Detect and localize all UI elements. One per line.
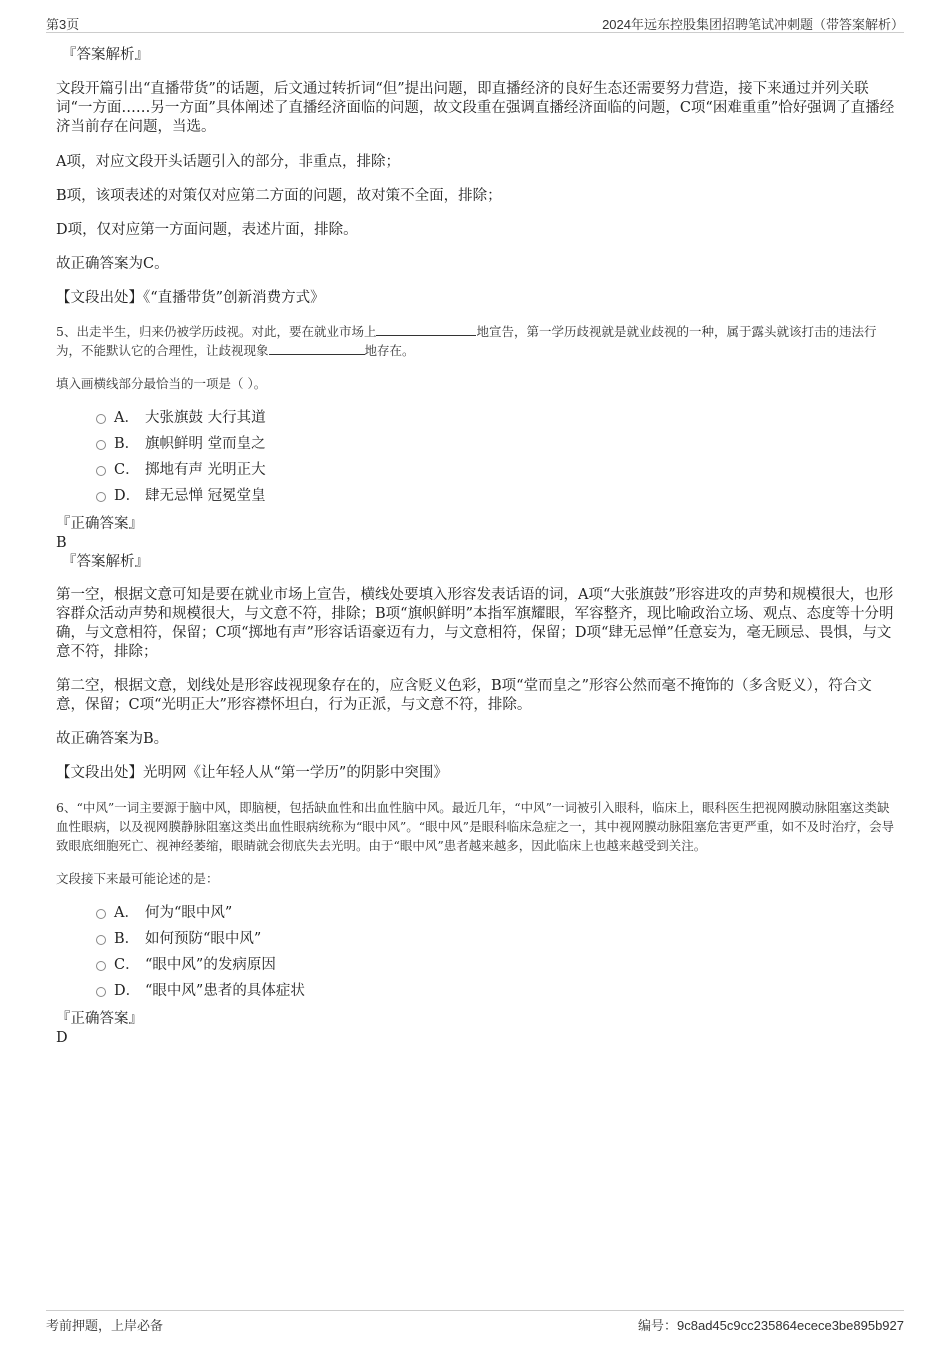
q5-option-a[interactable] — [56, 405, 896, 431]
option-key: C． — [114, 462, 140, 478]
q5-prompt: 填入画横线部分最恰当的一项是（ ）。 — [56, 376, 267, 391]
q5-source: 【文段出处】光明网《让年轻人从“第一学历”的阴影中突围》 — [56, 765, 448, 781]
q5-option-d[interactable] — [56, 483, 896, 509]
q5-stem — [56, 322, 896, 360]
q5-answer-title: 『正确答案』 — [56, 516, 143, 532]
q4-conclusion: 故正确答案为C。 — [56, 256, 169, 272]
q5-analysis-paragraph-1: 第一空，根据文意可知是要在就业市场上宣告，横线处要填入形容发表话语的词，A项“大张旗鼓”形容进攻的声势和规模很大，也形容群众活动声势和规模很大，与文意不符，排除；B项“旗帜鲜明”本指军旗耀眼，军容整齐，现比喻政治立场、观点、态度等十分明确，与文意相符，保留；C项“掷地有声”形容话语豪迈有力，与文意相符，保留；D项“肆无忌惮”任意妄为，毫无顾忌、畏惧，与文意不符，排除； — [56, 587, 894, 660]
option-text: 肆无忌惮 冠冕堂皇 — [145, 488, 266, 504]
q6-option-a[interactable] — [56, 900, 896, 926]
q5-stem-part2: 地宣告，第一学历歧视就是就业歧视的一种，属于露头就该打击的违法行为，不能默认它的合理性，让歧视现象 — [56, 324, 877, 358]
radio-icon[interactable] — [96, 961, 106, 971]
q6-stem: 6、“中风”一词主要源于脑中风，即脑梗，包括缺血性和出血性脑中风。最近几年，“中风”一词被引入眼科，临床上，眼科医生把视网膜动脉阻塞这类缺血性眼病，以及视网膜静脉阻塞这类出血性眼病统称为“眼中风”。“眼中风”是眼科临床急症之一，其中视网膜动脉阻塞危害更严重，如不及时治疗，会导致眼底细胞死亡、视神经萎缩，眼睛就会彻底失去光明。由于“眼中风”患者越来越多，因此临床上也越来越受到关注。 — [56, 800, 895, 853]
q4-source: 【文段出处】《“直播带货”创新消费方式》 — [56, 290, 325, 306]
option-text: 掷地有声 光明正大 — [145, 462, 266, 478]
q5-stem-part1: 5、出走半生，归来仍被学历歧视。对此，要在就业市场上 — [56, 324, 377, 339]
q4-analysis-b: B项，该项表述的对策仅对应第二方面的问题，故对策不全面，排除； — [56, 188, 502, 204]
radio-icon[interactable] — [96, 909, 106, 919]
option-text: “眼中风”的发病原因 — [145, 957, 276, 973]
q6-option-c[interactable] — [56, 952, 896, 978]
q5-blank-1 — [376, 322, 476, 336]
q6-option-b[interactable] — [56, 926, 896, 952]
footer-code — [638, 1315, 904, 1334]
page-footer — [46, 1310, 904, 1333]
q6-options — [56, 900, 896, 1004]
page-content — [56, 46, 896, 1048]
q6-answer-title: 『正确答案』 — [56, 1011, 143, 1027]
q5-answer: B — [56, 535, 67, 551]
q5-blank-2 — [269, 341, 365, 355]
q6-prompt: 文段接下来最可能论述的是： — [56, 871, 219, 886]
footer-code-value: 9c8ad45c9cc235864ecece3be895b927 — [677, 1318, 904, 1333]
option-key: D． — [114, 983, 141, 999]
radio-icon[interactable] — [96, 935, 106, 945]
q5-option-c[interactable] — [56, 457, 896, 483]
q5-analysis-paragraph-2: 第二空，根据文意，划线处是形容歧视现象存在的，应含贬义色彩，B项“堂而皇之”形容公然而毫不掩饰的（多含贬义），符合文意，保留；C项“光明正大”形容襟怀坦白，行为正派，与文意不符，排除。 — [56, 678, 872, 713]
radio-icon[interactable] — [96, 492, 106, 502]
option-text: 大张旗鼓 大行其道 — [145, 410, 266, 426]
q5-stem-part3: 地存在。 — [364, 343, 415, 358]
option-key: A． — [114, 905, 139, 921]
option-text: 何为“眼中风” — [145, 905, 233, 921]
document-title: 2024年远东控股集团招聘笔试冲刺题（带答案解析） — [602, 17, 904, 32]
radio-icon[interactable] — [96, 466, 106, 476]
footer-code-label: 编号： — [638, 1318, 678, 1333]
footer-slogan: 考前押题，上岸必备 — [46, 1318, 164, 1333]
radio-icon[interactable] — [96, 414, 106, 424]
option-text: “眼中风”患者的具体症状 — [145, 983, 305, 999]
radio-icon[interactable] — [96, 440, 106, 450]
option-text: 旗帜鲜明 堂而皇之 — [145, 436, 266, 452]
radio-icon[interactable] — [96, 987, 106, 997]
option-key: A． — [114, 410, 139, 426]
option-key: C． — [114, 957, 140, 973]
page-header — [46, 14, 904, 33]
q4-analysis-a: A项，对应文段开头话题引入的部分，非重点，排除； — [56, 154, 400, 170]
option-key: B． — [114, 436, 140, 452]
q4-analysis-paragraph: 文段开篇引出“直播带货”的话题，后文通过转折词“但”提出问题，即直播经济的良好生态还需要努力营造，接下来通过并列关联词“一方面……另一方面”具体阐述了直播经济面临的问题，故文段重在强调直播经济面临的问题，C项“困难重重”恰好强调了直播经济当前存在问题，当选。 — [56, 81, 895, 135]
q6-option-d[interactable] — [56, 978, 896, 1004]
page-number: 第3页 — [46, 17, 80, 32]
q4-analysis-title: 『答案解析』 — [62, 47, 149, 63]
q5-option-b[interactable] — [56, 431, 896, 457]
option-key: D． — [114, 488, 141, 504]
q5-options — [56, 405, 896, 509]
q5-analysis-title: 『答案解析』 — [62, 554, 149, 570]
option-text: 如何预防“眼中风” — [145, 931, 262, 947]
q4-analysis-d: D项，仅对应第一方面问题，表述片面，排除。 — [56, 222, 358, 238]
q6-answer: D — [56, 1030, 68, 1046]
q5-conclusion: 故正确答案为B。 — [56, 731, 169, 747]
option-key: B． — [114, 931, 140, 947]
